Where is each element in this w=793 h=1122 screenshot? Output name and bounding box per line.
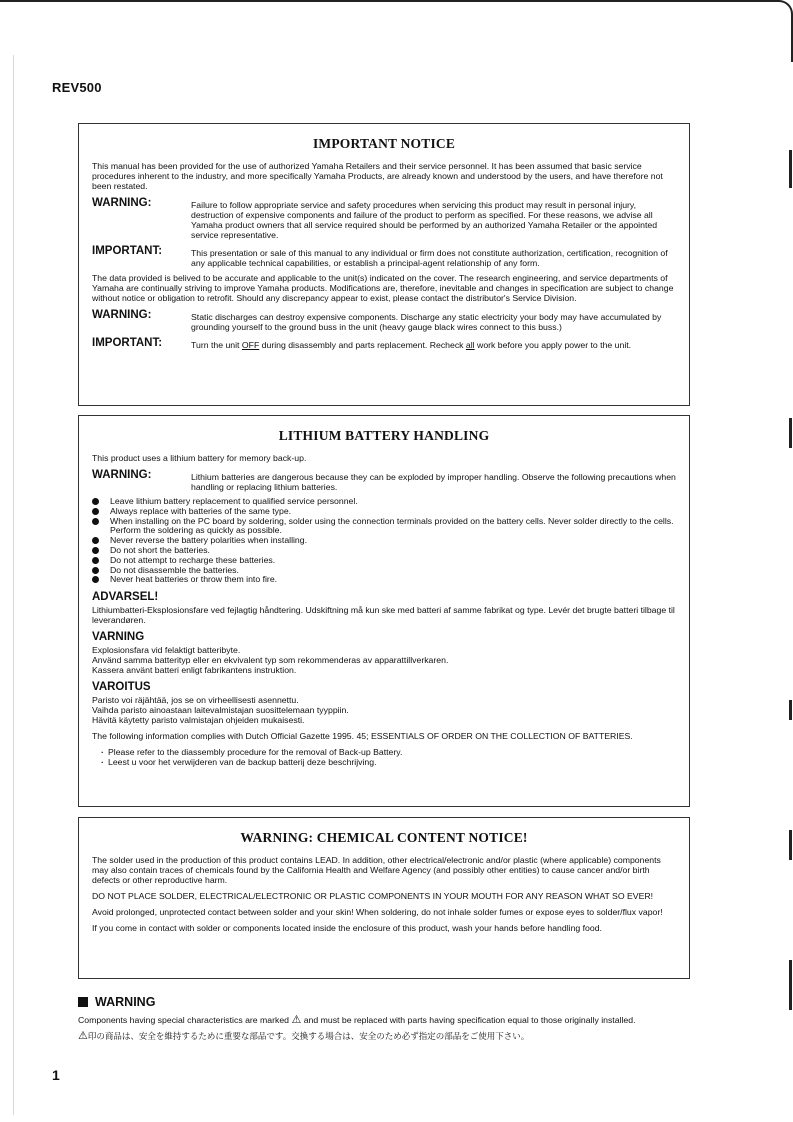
top-border-line [0, 0, 780, 2]
page-corner-curl [777, 0, 793, 62]
list-item [92, 575, 676, 585]
varning-text [92, 645, 676, 675]
varning-line: Använd samma batterityp eller en ekvivalent typ som rekommenderas av apparattillverkaren. [92, 655, 449, 666]
lithium-warning-row [92, 469, 676, 492]
off-emphasis: OFF [241, 340, 260, 350]
text-fragment: during disassembly and parts replacement. Recheck [259, 340, 466, 350]
text-fragment: Turn the unit [191, 340, 242, 350]
varoitus-heading: VAROITUS [92, 681, 151, 694]
list-item-text: When installing on the PC board by soldering, solder using the connection terminals provided on the battery cells. Never solder directly to the cells. Perform the soldering as quickly as possible. [110, 515, 674, 536]
chemical-title: WARNING: CHEMICAL CONTENT NOTICE! [240, 830, 528, 845]
list-item-text: Do not disassemble the batteries. [110, 564, 239, 575]
edge-mark [789, 150, 792, 188]
warning-row-2 [92, 309, 676, 332]
note-item: · Please refer to the diassembly procedure for the removal of Back-up Battery. [101, 747, 676, 757]
precaution-list [92, 497, 676, 585]
edge-mark [789, 700, 792, 720]
text-fragment: work before you apply power to the unit. [474, 340, 632, 350]
lithium-title: LITHIUM BATTERY HANDLING [278, 428, 490, 443]
list-item-text: Do not attempt to recharge these batteries. [110, 554, 276, 565]
wash-hands-paragraph: If you come in contact with solder or components located inside the enclosure of this product, wash your hands before handling food. [92, 923, 602, 933]
list-item-text: Always replace with batteries of the same type. [110, 505, 292, 516]
important-text: This presentation or sale of this manual to any individual or firm does not constitute authorization, certification, recognition of any applicable technical capabilities, or establish a principal-agent relationship of any form. [191, 248, 668, 268]
warning-triangle-icon: ⚠ [291, 1014, 302, 1026]
warning-label: WARNING: [92, 309, 152, 321]
list-item [92, 517, 676, 537]
edge-mark [789, 418, 792, 448]
warning-row-1 [92, 197, 676, 240]
bullet-icon [92, 537, 99, 544]
lithium-intro: This product uses a lithium battery for memory back-up. [92, 453, 307, 463]
bullet-icon [92, 576, 99, 583]
page-number: 1 [52, 1067, 60, 1083]
warning-text: Failure to follow appropriate service and safety procedures when servicing this product may result in personal injury, destruction of expensive components and failure of the product to perform as specified. For these reasons, we advise all Yamaha product owners that all service required should be performed by an authorized Yamaha Retailer or the appointed service representative. [191, 200, 658, 240]
data-accuracy-paragraph: The data provided is belived to be accurate and applicable to the unit(s) indicated on the cover. The research engineering, and service departments of Yamaha are continually striving to improve Yamaha products. Modifications are, therefore, inevitable and changes in specification are subject to change without notice or obligation to retrofit. Should any discrepancy appear to exist, please contact the distributor's Service Division. [92, 273, 674, 303]
important-row-2 [92, 337, 676, 350]
notice-intro: This manual has been provided for the use of authorized Yamaha Retailers and their service personnel. It has been assumed that basic service procedures inherent to the industry, and more specifically Yamaha Products, are already known and understood by the users, and have therefore not been restated. [92, 161, 663, 191]
advarsel-heading: ADVARSEL! [92, 591, 159, 604]
important-notice-title: IMPORTANT NOTICE [312, 136, 456, 151]
bullet-icon [92, 518, 99, 525]
japanese-warning-text [78, 1031, 698, 1043]
advarsel-text: Lithiumbatteri-Eksplosionsfare ved fejlagtig håndtering. Udskiftning må kun ske med batteri af samme fabrikat og type. Levér det brugte batteri tilbage til leverandøren. [92, 605, 675, 626]
bullet-icon [92, 567, 99, 574]
bullet-icon [92, 547, 99, 554]
warning-label: WARNING: [92, 197, 152, 209]
text-fragment: and must be replaced with parts having specification equal to those originally installed. [301, 1015, 636, 1025]
all-emphasis: all [465, 340, 475, 350]
warning-triangle-icon: ⚠ [78, 1029, 88, 1042]
avoid-contact-paragraph: Avoid prolonged, unprotected contact between solder and your skin! When soldering, do not inhale solder fumes or expose eyes to solder/flux vapor! [92, 907, 663, 917]
varning-line: Explosionsfara vid felaktigt batteribyte. [92, 645, 241, 656]
dutch-gazette-paragraph: The following information complies with Dutch Official Gazette 1995. 45; ESSENTIALS OF ORDER ON THE COLLECTION OF BATTERIES. [92, 731, 633, 742]
varning-heading: VARNING [92, 631, 145, 644]
model-name: REV500 [52, 80, 102, 95]
important-label: IMPORTANT: [92, 245, 163, 257]
list-item-text: Leave lithium battery replacement to qualified service personnel. [110, 496, 358, 506]
varoitus-line: Paristo voi räjähtää, jos se on virheellisesti asennettu. [92, 695, 299, 706]
bullet-icon [92, 508, 99, 515]
varning-line: Kassera använt batteri enligt fabrikantens instruktion. [92, 665, 297, 676]
heading-text: WARNING [95, 995, 156, 1009]
lithium-battery-box [78, 415, 690, 807]
list-item-text: Do not short the batteries. [110, 544, 210, 555]
lead-paragraph: The solder used in the production of this product contains LEAD. In addition, other electrical/electronic and/or plastic (where applicable) components may also contain traces of chemicals found by the California Health and Welfare Agency (and possibly other entities) to cause cancer and/or birth defects or other reproductive harm. [92, 855, 661, 885]
important-label: IMPORTANT: [92, 337, 163, 349]
edge-mark [789, 960, 792, 1010]
warning-label: WARNING: [92, 469, 152, 481]
special-components-text [78, 1015, 698, 1025]
japanese-text: 印の商品は、安全を維持するために重要な部品です。交換する場合は、安全のため必ず指定の部品をご使用下さい。 [87, 1032, 530, 1042]
lithium-warning-text: Lithium batteries are dangerous because they can be exploded by improper handling. Observe the following precautions when handling or replacing lithium batteries. [191, 472, 676, 492]
varoitus-text [92, 695, 676, 725]
component-warning-heading [78, 995, 698, 1009]
do-not-place-paragraph: DO NOT PLACE SOLDER, ELECTRICAL/ELECTRONIC OR PLASTIC COMPONENTS IN YOUR MOUTH FOR ANY REASON WHAT SO EVER! [92, 891, 654, 901]
list-item-text: Never reverse the battery polarities when installing. [110, 535, 308, 546]
bullet-icon [92, 557, 99, 564]
edge-mark [789, 830, 792, 860]
chemical-notice-box [78, 817, 690, 979]
left-margin-rule [13, 55, 14, 1115]
square-bullet-icon [78, 997, 88, 1007]
backup-battery-notes [92, 747, 676, 767]
list-item-text: Never heat batteries or throw them into fire. [110, 574, 278, 585]
text-fragment: Components having special characteristics are marked [78, 1015, 292, 1025]
bullet-icon [92, 498, 99, 505]
component-warning-section [78, 995, 698, 1049]
note-item: · Leest u voor het verwijderen van de backup batterij deze beschrijving. [101, 757, 676, 767]
power-off-text [191, 337, 631, 350]
varoitus-line: Vaihda paristo ainoastaan laitevalmistajan suosittelemaan tyyppiin. [92, 705, 349, 716]
important-row-1 [92, 245, 676, 268]
static-warning-text: Static discharges can destroy expensive components. Discharge any static electricity your body may have accumulated by grounding yourself to the ground buss in the unit (heavy gauge black wires connect to this buss.) [191, 312, 662, 332]
varoitus-line: Hävitä käytetty paristo valmistajan ohjeiden mukaisesti. [92, 715, 305, 726]
important-notice-box [78, 123, 690, 406]
